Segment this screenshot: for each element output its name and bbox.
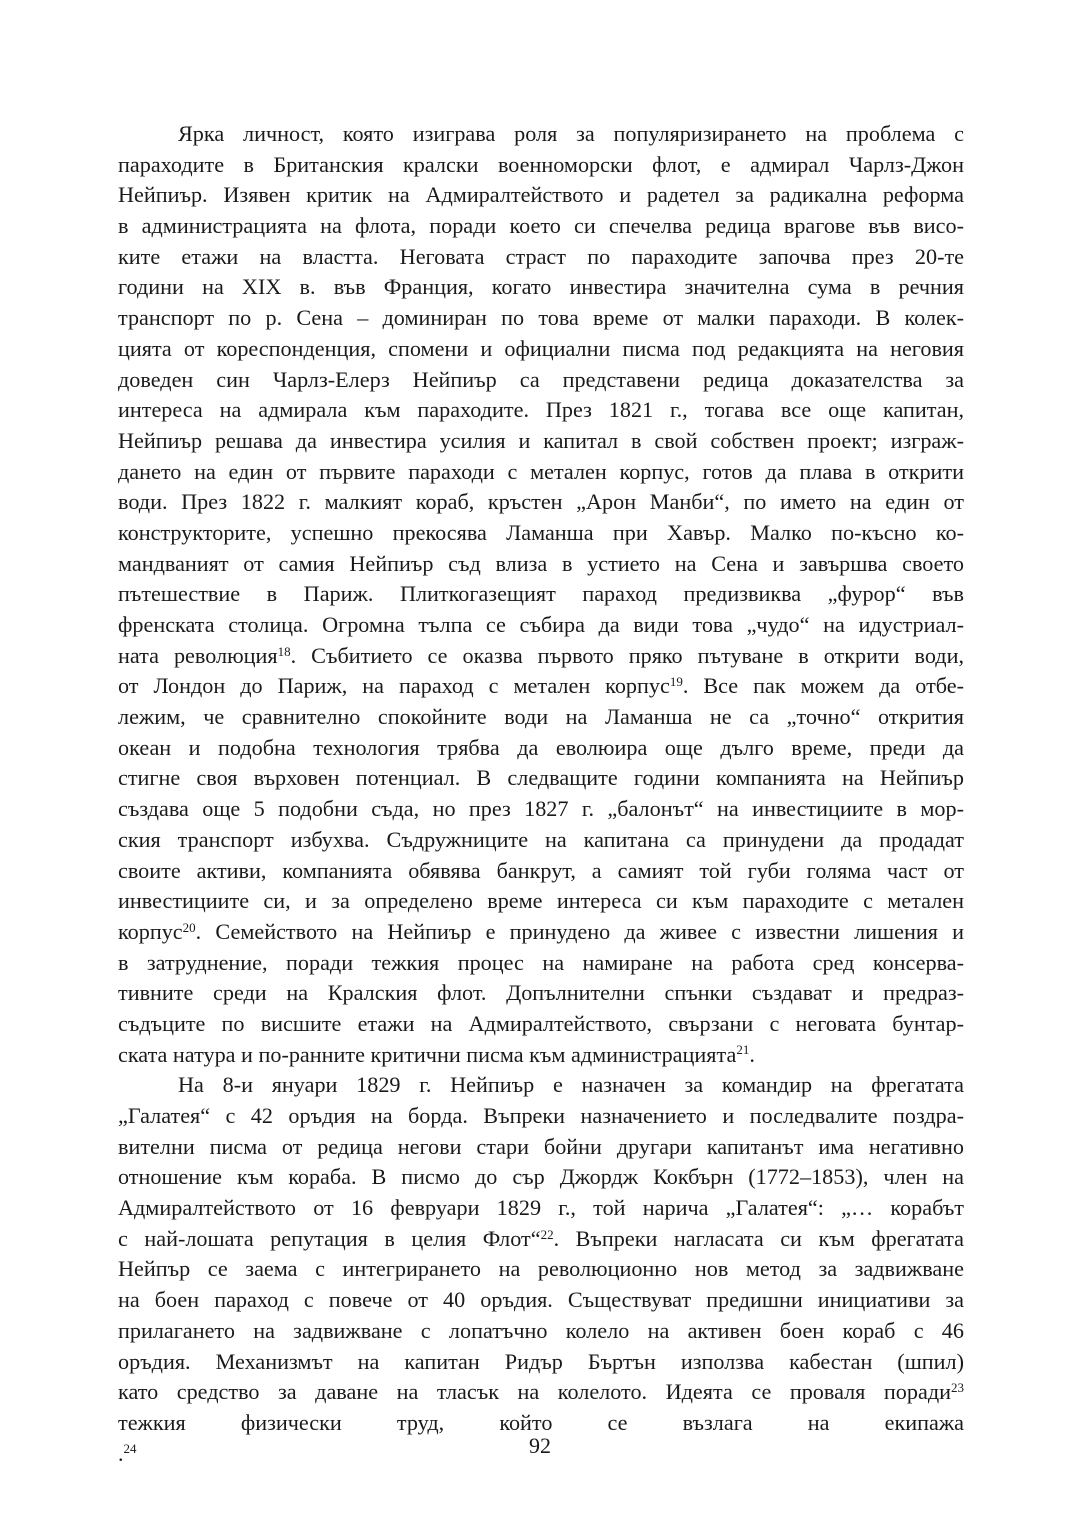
text-line: [118, 917, 964, 948]
text-fragment: от Лондон до Париж, на параход с метален корпус: [118, 673, 670, 699]
text-line: в администрацията на флота, поради което си спечелва редица врагове във висо-: [118, 213, 964, 239]
text-line: транспорт по р. Сена – доминиран по това време от малки параходи. В колек-: [118, 305, 964, 331]
text-line: прилагането на задвижване с лопатъчно колело на активен боен кораб с 46: [118, 1317, 964, 1343]
text-line: [118, 1377, 964, 1408]
page-number: 92: [529, 1433, 551, 1458]
text-line: съдъците по висшите етажи на Адмиралтейството, свързани с неговата бунтар-: [118, 1010, 964, 1036]
text-fragment: . Събитието се оказва първото пряко пътуване в открити води,: [290, 642, 965, 668]
text-fragment: . Семейството на Нейпиър е принудено да живее с известни лишения и: [195, 918, 964, 944]
text-fragment: .: [749, 1041, 755, 1067]
text-line: ския транспорт избухва. Съдружниците на капитана са принудени да продадат: [118, 826, 964, 852]
footnote-ref-18[interactable]: 18: [277, 643, 291, 659]
text-fragment: корпус: [118, 918, 183, 944]
text-fragment: .: [118, 1440, 124, 1466]
text-line: Адмиралтейството от 16 февруари 1829 г., той нарича „Галатея“: „… корабът: [118, 1195, 964, 1221]
text-line: Нейпър се заема с интегрирането на революционно нов метод за задвижване: [118, 1256, 964, 1282]
text-line: създава още 5 подобни съда, но през 1827 г. „балонът“ на инвестициите в мор-: [118, 796, 964, 822]
footnote-ref-23[interactable]: 23: [951, 1380, 964, 1396]
text-line: в затруднение, поради тежкия процес на намиране на работа сред консерва-: [118, 949, 964, 975]
footnote-ref-21[interactable]: 21: [736, 1042, 750, 1058]
text-line: отношение към кораба. В писмо до сър Джордж Кокбърн (1772–1853), член на: [118, 1164, 964, 1190]
text-line: океан и подобна технология трябва да еволюира още дълго време, преди да: [118, 734, 964, 760]
footnote-ref-19[interactable]: 19: [669, 674, 683, 690]
text-line: своите активи, компанията обявява банкрут, а самият той губи голяма част от: [118, 857, 964, 883]
text-line: доведен син Чарлз-Елерз Нейпиър са представени редица доказателства за: [118, 366, 964, 392]
text-line: тивните среди на Кралския флот. Допълнителни спънки създават и предраз-: [118, 980, 964, 1006]
text-line: [118, 1040, 964, 1071]
text-line: ките етажи на властта. Неговата страст по параходите започва през 20-те: [118, 243, 964, 269]
text-fragment: като средство за даване на тласък на колелото. Идеята се проваля поради: [118, 1379, 951, 1405]
text-line: инвестициите си, и за определено време интереса си към параходите с метален: [118, 888, 964, 914]
footnote-ref-22[interactable]: 22: [540, 1226, 554, 1242]
text-line: оръдия. Механизмът на капитан Ридър Бъртън използва кабестан (шпил): [118, 1348, 964, 1374]
text-line: вителни писма от редица негови стари бойни другари капитанът има негативно: [118, 1133, 964, 1159]
text-line: интереса на адмирала към параходите. През 1821 г., тогава все още капитан,: [118, 397, 964, 423]
text-line: конструкторите, успешно прекосява Ламанша при Хавър. Малко по-късно ко-: [118, 519, 964, 545]
text-line: пътешествие в Париж. Плиткогазещият параход предизвиква „фурор“ във: [118, 581, 964, 607]
text-line: лежим, че сравнително спокойните води на Ламанша не са „точно“ открития: [118, 704, 964, 730]
text-line: цията от кореспонденция, спомени и официални писма под редакцията на неговия: [118, 335, 964, 361]
text-line: Ярка личност, която изиграва роля за популяризирането на проблема с: [178, 121, 964, 146]
text-line: Нейпиър. Изявен критик на Адмиралтейството и радетел за радикална реформа: [118, 182, 964, 208]
text-line: води. През 1822 г. малкият кораб, кръстен „Арон Манби“, по името на един от: [118, 489, 964, 515]
text-line: На 8-и януари 1829 г. Нейпиър е назначен за командир на фрегатата: [178, 1072, 964, 1098]
text-fragment: . Въпреки нагласата си към фрегатата: [553, 1225, 964, 1251]
body-text: [118, 119, 964, 1469]
text-line: тежкия физически труд, който се възлага на екипажа: [118, 1409, 964, 1435]
text-line: Нейпиър решава да инвестира усилия и капитал в свой собствен проект; изграж-: [118, 427, 964, 453]
text-line: [118, 1224, 964, 1255]
footnote-ref-20[interactable]: 20: [182, 919, 196, 935]
text-line: френската столица. Огромна тълпа се събира да види това „чудо“ на идустриал-: [118, 612, 964, 637]
text-line: дането на един от първите параходи с метален корпус, готов да плава в открити: [118, 458, 964, 484]
footnote-ref-24[interactable]: 24: [123, 1441, 137, 1457]
text-line: мандваният от самия Нейпиър съд влиза в устието на Сена и завършва своето: [118, 550, 964, 576]
text-fragment: ната революция: [118, 642, 278, 668]
text-line: параходите в Британския кралски военноморски флот, е адмирал Чарлз-Джон: [118, 151, 964, 177]
text-fragment: ската натура и по-ранните критични писма към администрацията: [118, 1041, 737, 1067]
paragraph-1: [118, 119, 964, 1070]
text-fragment: . Все пак можем да отбе-: [682, 673, 965, 699]
text-line: [118, 641, 964, 672]
text-fragment: с най-лошата репутация в целия Флот“: [118, 1225, 541, 1251]
text-line: стигне своя върховен потенциал. В следващите години компанията на Нейпиър: [118, 765, 964, 791]
text-line: години на XIX в. във Франция, когато инвестира значителна сума в речния: [118, 274, 964, 300]
text-line: „Галатея“ с 42 оръдия на борда. Въпреки назначението и последвалите поздра-: [118, 1103, 964, 1128]
paragraph-2: [118, 1070, 964, 1469]
text-line: [118, 671, 964, 702]
text-line: на боен параход с повече от 40 оръдия. Съществуват предишни инициативи за: [118, 1287, 964, 1313]
